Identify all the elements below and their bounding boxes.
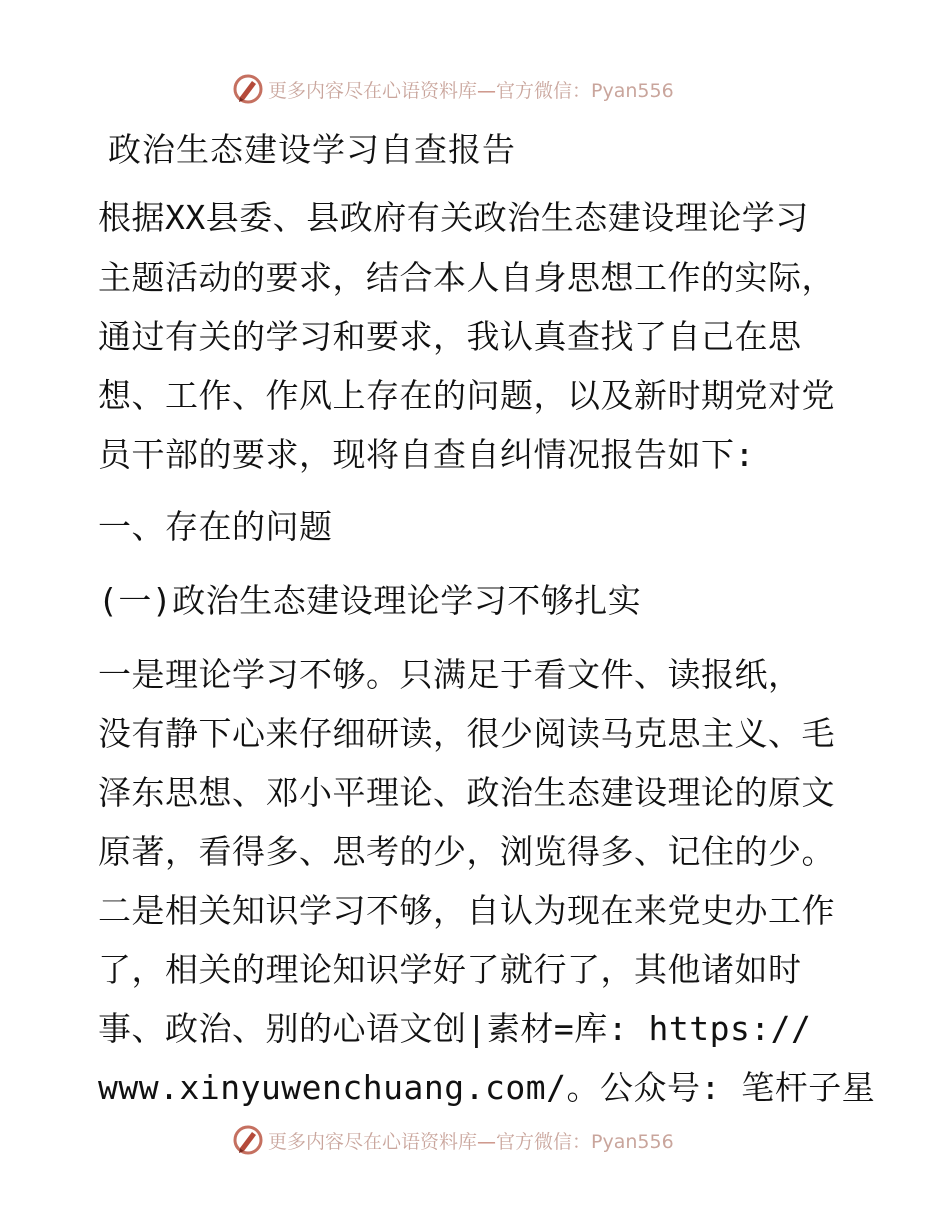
body-line-10: 二是相关知识学习不够，自认为现在来党史办工作 (98, 891, 835, 930)
pen-logo-icon (232, 1124, 264, 1156)
body-line-3: 通过有关的学习和要求，我认真查找了自己在思 (98, 317, 802, 356)
body-line-6: 一是理论学习不够。只满足于看文件、读报纸， (98, 655, 802, 694)
document-title: 政治生态建设学习自查报告 (108, 130, 516, 169)
watermark-text: 更多内容尽在心语资料库—官方微信：Pyan556 (268, 79, 674, 102)
watermark-footer (232, 1122, 732, 1158)
body-line-13: www.xinyuwenchuang.com/。公众号: 笔杆子星 (98, 1068, 876, 1107)
body-line-12: 事、政治、别的心语文创|素材=库: https:// (98, 1009, 812, 1048)
body-line-4: 想、工作、作风上存在的问题，以及新时期党对党 (98, 376, 835, 415)
watermark-text: 更多内容尽在心语资料库—官方微信：Pyan556 (268, 1130, 674, 1153)
section-heading-1: 一、存在的问题 (98, 507, 333, 546)
subsection-heading-1: (一)政治生态建设理论学习不够扎实 (98, 581, 642, 620)
watermark-header (232, 71, 732, 107)
body-line-8: 泽东思想、邓小平理论、政治生态建设理论的原文 (98, 773, 835, 812)
body-line-11: 了，相关的理论知识学好了就行了，其他诸如时 (98, 950, 802, 989)
body-line-9: 原著，看得多、思考的少，浏览得多、记住的少。 (98, 832, 835, 871)
pen-logo-icon (232, 73, 264, 105)
body-line-7: 没有静下心来仔细研读，很少阅读马克思主义、毛 (98, 714, 835, 753)
body-line-2: 主题活动的要求，结合本人自身思想工作的实际， (98, 258, 835, 297)
body-line-1: 根据XX县委、县政府有关政治生态建设理论学习 (98, 198, 809, 237)
body-line-5: 员干部的要求，现将自查自纠情况报告如下: (98, 435, 755, 474)
